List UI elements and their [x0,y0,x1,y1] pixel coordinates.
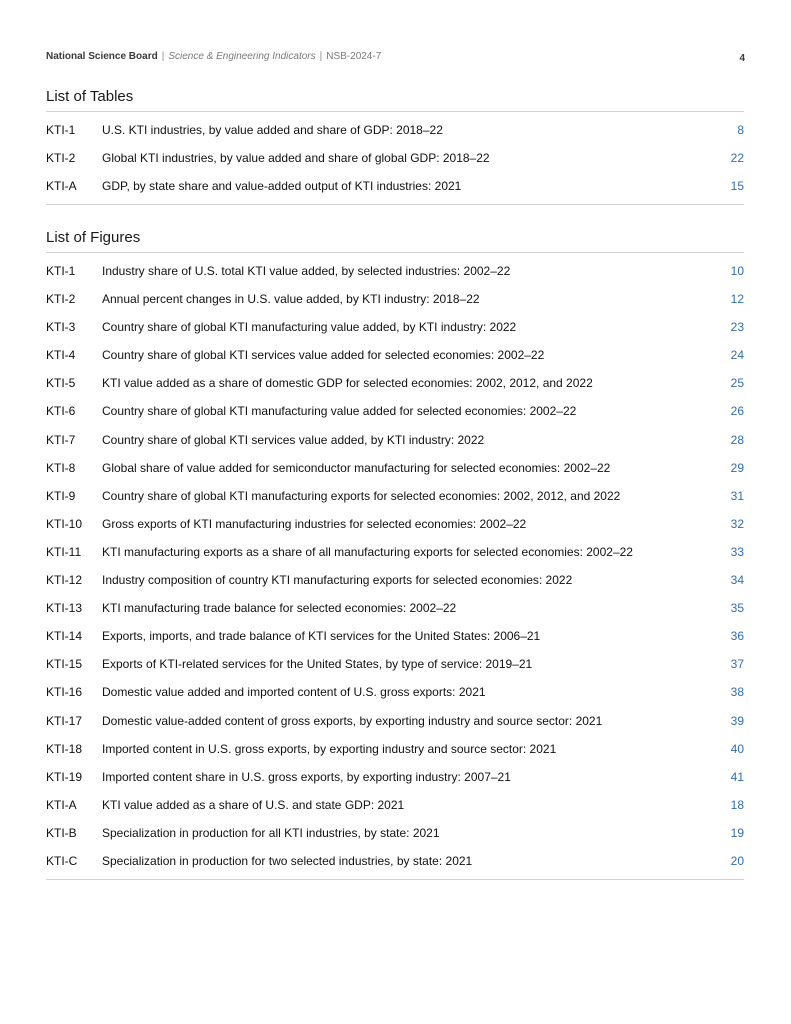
figure-entry-label: KTI-12 [46,573,83,588]
figure-entry-title[interactable]: Imported content share in U.S. gross exports, by exporting industry: 2007–21 [102,769,511,784]
table-entry-label: KTI-A [46,179,77,194]
figure-entry[interactable] [46,542,744,570]
figure-entry-title[interactable]: Domestic value-added content of gross exports, by exporting industry and source sector: 2021 [102,713,603,728]
figure-entry-title[interactable]: Global share of value added for semiconductor manufacturing for selected economies: 2002–22 [102,460,611,475]
figure-entry[interactable] [46,345,744,373]
figure-entry-page-link[interactable]: 41 [730,769,744,784]
figure-entry[interactable] [46,851,744,879]
table-entry-title[interactable]: Global KTI industries, by value added and share of global GDP: 2018–22 [102,151,490,166]
figure-entry[interactable] [46,289,744,317]
figure-entry-label: KTI-15 [46,657,83,672]
header-organization: National Science Board [46,51,158,62]
figure-entry-page-link[interactable]: 18 [730,797,744,812]
table-entry-title[interactable]: GDP, by state share and value-added output of KTI industries: 2021 [102,179,462,194]
figure-entry-page-link[interactable]: 25 [730,376,744,391]
figure-entry-label: KTI-17 [46,713,83,728]
table-entry-page-link[interactable]: 8 [737,123,744,137]
figure-entry-page-link[interactable]: 12 [730,292,744,307]
figure-entry-label: KTI-2 [46,292,76,307]
figure-entry-title[interactable]: Country share of global KTI manufacturing exports for selected economies: 2002, 2012, and 2022 [102,488,621,503]
figure-entry-title[interactable]: Annual percent changes in U.S. value added, by KTI industry: 2018–22 [102,292,480,307]
table-entry-page-link[interactable]: 15 [730,179,744,194]
list-of-tables-heading: List of Tables [46,87,744,112]
figure-entry-page-link[interactable]: 35 [730,601,744,616]
figure-entry-page-link[interactable]: 23 [730,320,744,335]
table-entry[interactable] [46,148,744,176]
header-publication: Science & Engineering Indicators [168,51,316,62]
figure-entry-title[interactable]: KTI value added as a share of domestic GDP for selected economies: 2002, 2012, and 2022 [102,376,593,391]
figure-entry-label: KTI-19 [46,769,83,784]
figure-entry-label: KTI-16 [46,685,83,700]
table-entry-page-link[interactable]: 22 [730,151,744,166]
header-separator: | [161,51,165,62]
figure-entry-page-link[interactable]: 34 [730,573,744,588]
figure-entry-label: KTI-B [46,825,77,840]
figure-entry-label: KTI-11 [46,544,82,559]
figure-entry[interactable] [46,570,744,598]
figure-entry[interactable] [46,823,744,851]
figure-entry-label: KTI-6 [46,404,76,419]
figure-entry[interactable] [46,458,744,486]
figure-entry-page-link[interactable]: 39 [730,713,744,728]
figure-entry-page-link[interactable]: 38 [730,685,744,700]
figure-entry-page-link[interactable]: 32 [730,516,744,531]
figure-entry-page-link[interactable]: 20 [730,853,744,868]
figure-entry[interactable] [46,401,744,429]
figure-entry-title[interactable]: KTI manufacturing exports as a share of all manufacturing exports for selected economies: 2002–22 [102,544,633,559]
table-entry-label: KTI-1 [46,123,76,137]
figure-entry-page-link[interactable]: 36 [730,629,744,644]
figure-entry-label: KTI-A [46,797,77,812]
figure-entry-title[interactable]: KTI value added as a share of U.S. and state GDP: 2021 [102,797,405,812]
figure-entry-page-link[interactable]: 29 [730,460,744,475]
figure-entry-label: KTI-C [46,853,78,868]
figure-entry-page-link[interactable]: 24 [730,348,744,363]
figure-entry-label: KTI-14 [46,629,83,644]
table-entry[interactable] [46,176,744,204]
table-entry-label: KTI-2 [46,151,76,166]
figure-entry-label: KTI-1 [46,264,76,278]
figure-entry-page-link[interactable]: 31 [730,488,744,503]
figure-entry-label: KTI-10 [46,516,83,531]
header-separator: | [319,51,323,62]
figure-entry-page-link[interactable]: 26 [730,404,744,419]
figure-entry[interactable] [46,373,744,401]
figure-entry-label: KTI-9 [46,488,76,503]
figure-entry-title[interactable]: Industry share of U.S. total KTI value added, by selected industries: 2002–22 [102,264,511,278]
figure-entry-title[interactable]: Gross exports of KTI manufacturing industries for selected economies: 2002–22 [102,516,527,531]
page-header [46,50,745,66]
figure-entry-title[interactable]: Industry composition of country KTI manufacturing exports for selected economies: 2022 [102,573,573,588]
list-of-figures-heading: List of Figures [46,228,744,253]
section-divider [46,204,744,205]
figure-entry[interactable] [46,598,744,626]
figure-entry-label: KTI-18 [46,741,83,756]
figure-entry-page-link[interactable]: 37 [730,657,744,672]
figure-entry[interactable] [46,767,744,795]
figure-entry-label: KTI-8 [46,460,76,475]
figure-entry[interactable] [46,795,744,823]
figure-entry-label: KTI-7 [46,432,76,447]
figure-entry-page-link[interactable]: 40 [730,741,744,756]
figure-entry-title[interactable]: KTI manufacturing trade balance for selected economies: 2002–22 [102,601,457,616]
figure-entry-label: KTI-3 [46,320,76,335]
figure-entry-title[interactable]: Country share of global KTI services value added for selected economies: 2002–22 [102,348,545,363]
figure-entry[interactable] [46,486,744,514]
figure-entry-title[interactable]: Domestic value added and imported content of U.S. gross exports: 2021 [102,685,486,700]
list-of-tables [46,87,744,205]
figure-entry-title[interactable]: Country share of global KTI manufacturing value added for selected economies: 2002–22 [102,404,577,419]
figure-entry-title[interactable]: Specialization in production for all KTI industries, by state: 2021 [102,825,440,840]
section-divider [46,879,744,880]
figure-entry-title[interactable]: Country share of global KTI manufacturing value added, by KTI industry: 2022 [102,320,517,335]
header-report-number: NSB-2024-7 [326,51,382,62]
page-number: 4 [739,53,745,64]
figure-entry[interactable] [46,317,744,345]
list-of-figures [46,228,744,880]
figure-entry-title[interactable]: Imported content in U.S. gross exports, by exporting industry and source sector: 2021 [102,741,557,756]
figure-entry-label: KTI-4 [46,348,76,363]
figure-entry-page-link[interactable]: 28 [730,432,744,447]
figure-entry-title[interactable]: Specialization in production for two selected industries, by state: 2021 [102,853,473,868]
figure-entry[interactable] [46,514,744,542]
table-entry-title[interactable]: U.S. KTI industries, by value added and share of GDP: 2018–22 [102,123,443,137]
figure-entry-title[interactable]: Exports, imports, and trade balance of KTI services for the United States: 2006–21 [102,629,541,644]
figure-entry[interactable] [46,430,744,458]
figure-entry-title[interactable]: Exports of KTI-related services for the United States, by type of service: 2019–21 [102,657,533,672]
figure-entry[interactable] [46,682,744,710]
figure-entry[interactable] [46,626,744,654]
figure-entry[interactable] [46,261,744,289]
figures-entry-list [46,261,744,879]
figure-entry-page-link[interactable]: 10 [730,264,744,278]
figure-entry-page-link[interactable]: 33 [730,544,744,559]
figure-entry[interactable] [46,739,744,767]
figure-entry-label: KTI-13 [46,601,83,616]
figure-entry-label: KTI-5 [46,376,76,391]
figure-entry-title[interactable]: Country share of global KTI services value added, by KTI industry: 2022 [102,432,485,447]
table-entry[interactable] [46,120,744,148]
figure-entry[interactable] [46,711,744,739]
figure-entry-page-link[interactable]: 19 [730,825,744,840]
figure-entry[interactable] [46,654,744,682]
tables-entry-list [46,120,744,204]
